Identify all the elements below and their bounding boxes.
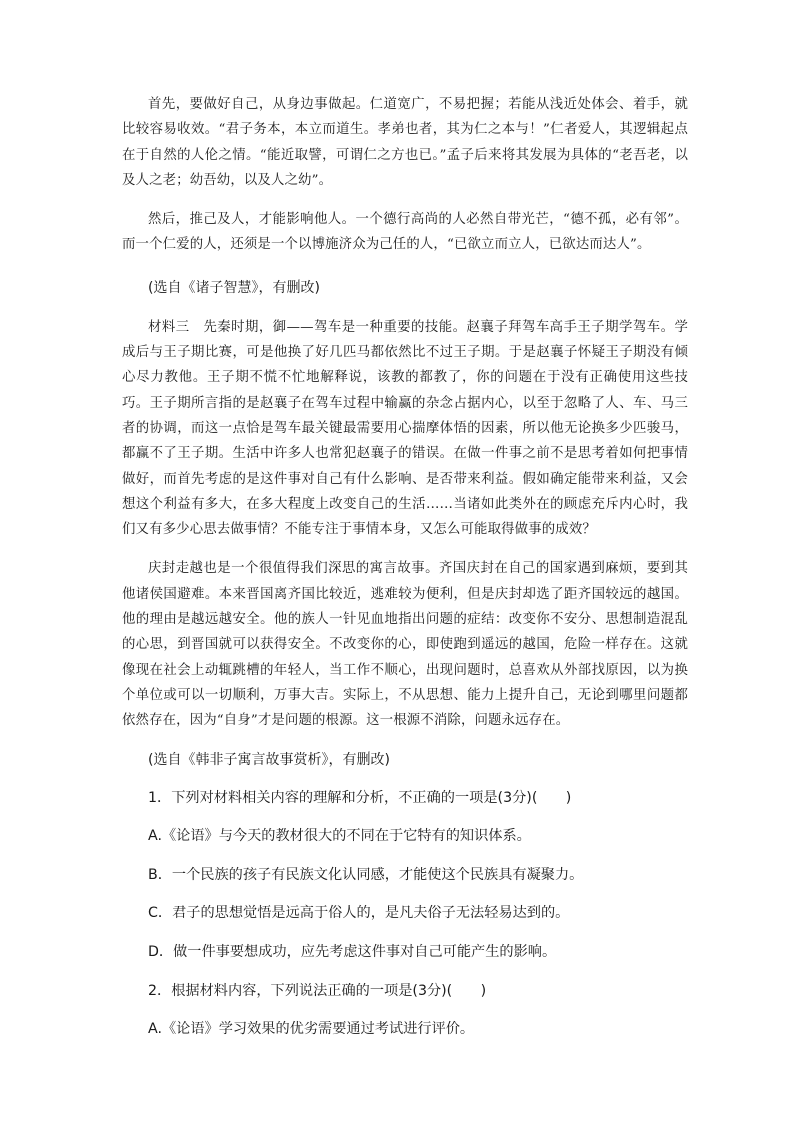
- spacer: [122, 301, 688, 315]
- spacer: [122, 542, 688, 556]
- question-stem: 1．下列对材料相关内容的理解和分析，不正确的一项是(3分)( ): [148, 789, 572, 806]
- paragraph-material-three: 材料三 先秦时期，御——驾车是一种重要的技能。赵襄子拜驾车高手王子期学驾车。学成后与王子期比赛，可是他换了好几匹马都依然比不过王子期。于是赵襄子怀疑王子期没有倾心尽力教他。王子期不慌不忙地解释说，该教的都教了，你的问题在于没有正确使用这些技巧。王子期所言指的是赵襄子在驾车过程中输赢的杂念占据内心，以至于忽略了人、车、马三者的协调，而这一点恰是驾车最关键最需要用心揣摩体悟的因素，所以他无论换多少匹骏马，都赢不了王子期。生活中许多人也常犯赵襄子的错误。在做一件事之前不是思考着如何把事情做好，而首先考虑的是这件事对自己有什么影响、是否带来利益。假如确定能带来利益，又会想这个利益有多大，在多大程度上改变自己的生活……当诸如此类外在的顾虑充斥内心时，我们又有多少心思去做事情？不能专注于事情本身，又怎么可能取得做事的成效？: [122, 319, 688, 538]
- option-d: D．做一件事要想成功，应先考虑这件事对自己可能产生的影响。: [148, 943, 557, 960]
- question-2: [122, 972, 688, 1049]
- option-a: A.《论语》与今天的教材很大的不同在于它特有的知识体系。: [148, 828, 531, 845]
- spacer: [122, 193, 688, 207]
- source-citation: (选自《韩非子寓言故事赏析》，有删改): [148, 751, 390, 768]
- spacer: [122, 734, 688, 748]
- source-citation: (选自《诸子智慧》，有删改): [148, 279, 320, 296]
- spacer: [122, 258, 688, 276]
- paragraph-qing-feng-story: 庆封走越也是一个很值得我们深思的寓言故事。齐国庆封在自己的国家遇到麻烦，要到其他诸侯国避难。本来晋国离齐国比较近，逃难较为便利，但是庆封却选了距齐国较远的越国。他的理由是越远越安全。他的族人一针见血地指出问题的症结：改变你不安分、思想制造混乱的心思，到晋国就可以获得安全。不改变你的心，即使跑到遥远的越国，危险一样存在。这就像现在社会上动辄跳槽的年轻人，当工作不顺心，出现问题时，总喜欢从外部找原因，以为换个单位或可以一切顺利，万事大吉。实际上，不从思想、能力上提升自己，无论到哪里问题都依然存在，因为“自身”才是问题的根源。这一根源不消除，问题永远存在。: [122, 561, 688, 729]
- page-content: [122, 92, 688, 1049]
- paragraph-start-with-self: 首先，要做好自己，从身边事做起。仁道宽广，不易把握；若能从浅近处体会、着手，就比较容易收效。“君子务本，本立而道生。孝弟也者，其为仁之本与！”仁者爱人，其逻辑起点在于自然的人伦之情。“能近取譬，可谓仁之方也已。”孟子后来将其发展为具体的“老吾老，以及人之老；幼吾幼，以及人之幼”。: [122, 97, 688, 188]
- paragraph-extend-to-others: 然后，推己及人，才能影响他人。一个德行高尚的人必然自带光芒，“德不孤，必有邻”。而一个仁爱的人，还须是一个以博施济众为己任的人，“已欲立而立人，已欲达而达人”。: [122, 212, 688, 253]
- option-b: B．一个民族的孩子有民族文化认同感，才能使这个民族具有凝聚力。: [148, 866, 584, 883]
- question-1: [122, 779, 688, 972]
- question-stem: 2．根据材料内容，下列说法正确的一项是(3分)( ): [148, 982, 487, 999]
- option-a: A.《论语》学习效果的优劣需要通过考试进行评价。: [148, 1021, 475, 1038]
- option-c: C．君子的思想觉悟是远高于俗人的，是凡夫俗子无法轻易达到的。: [148, 905, 570, 922]
